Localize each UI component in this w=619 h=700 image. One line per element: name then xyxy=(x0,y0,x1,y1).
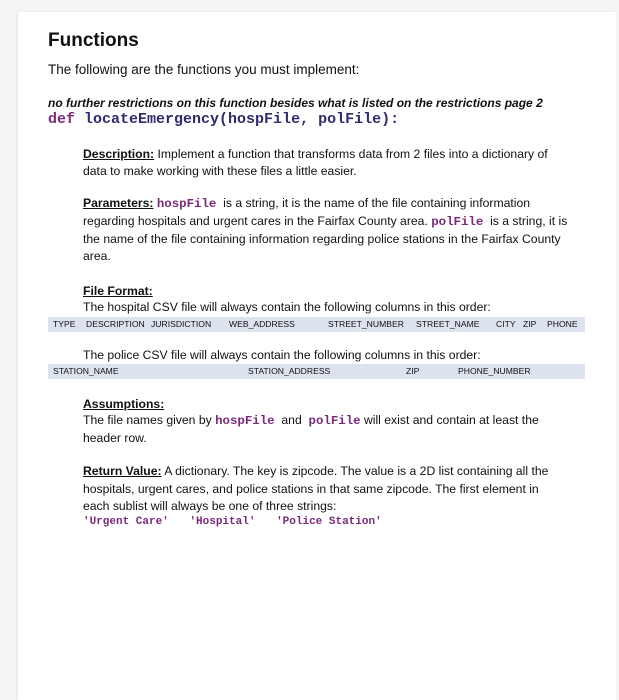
def-keyword: def xyxy=(48,111,76,128)
hospital-column: STREET_NUMBER xyxy=(328,319,404,329)
hospfile-param: hospFile xyxy=(156,197,217,211)
assumptions-and: and xyxy=(281,413,302,427)
parameters-label: Parameters: xyxy=(83,196,154,210)
parameters-line-2 xyxy=(83,214,567,229)
string-police-station: 'Police Station' xyxy=(276,516,382,528)
hospital-column: WEB_ADDRESS xyxy=(229,319,295,329)
function-signature xyxy=(48,111,399,128)
parameters-line-4: area. xyxy=(83,249,111,263)
assumptions-label: Assumptions: xyxy=(83,397,165,411)
hospital-column: TYPE xyxy=(53,319,76,329)
parameters-line-3: the name of the file containing information regarding police stations in the Fairfax County xyxy=(83,232,561,246)
police-column: ZIP xyxy=(406,366,420,376)
return-line-2: hospitals, urgent cares, and police stations in that same zipcode. The first element in xyxy=(83,482,539,496)
parameters-text: regarding hospitals and urgent cares in the Fairfax County area. xyxy=(83,214,428,228)
hospital-column: DESCRIPTION xyxy=(86,319,145,329)
polfile-desc: is a string, it is xyxy=(490,214,568,228)
hospfile-ref: hospFile xyxy=(215,414,275,428)
hospital-column: STREET_NAME xyxy=(416,319,480,329)
police-column: STATION_NAME xyxy=(53,366,119,376)
assumptions-line-2: header row. xyxy=(83,431,147,445)
parameters-line-1 xyxy=(83,196,530,211)
description-label: Description: xyxy=(83,147,155,161)
hospital-column: ZIP xyxy=(523,319,537,329)
return-strings xyxy=(83,516,396,528)
description-text: Implement a function that transforms data from 2 files into a dictionary of xyxy=(157,147,548,161)
intro-text: The following are the functions you must implement: xyxy=(48,62,360,77)
assumptions-line-1 xyxy=(83,413,539,428)
assumptions-text: The file names given by xyxy=(83,413,212,427)
assumptions-text-2: will exist and contain at least the xyxy=(363,413,539,427)
restriction-note: no further restrictions on this function besides what is listed on the restrictions page 2 xyxy=(48,96,543,110)
police-column: STATION_ADDRESS xyxy=(248,366,331,376)
hospital-columns-text: The hospital CSV file will always contain the following columns in this order: xyxy=(83,300,491,314)
return-line-3: each sublist will always be one of three strings: xyxy=(83,499,337,513)
police-column: PHONE_NUMBER xyxy=(458,366,531,376)
hospfile-desc: is a string, it is the name of the file containing information xyxy=(223,196,531,210)
file-format-label: File Format: xyxy=(83,284,153,298)
description-line-1 xyxy=(83,147,548,161)
police-columns-bar xyxy=(48,364,585,379)
return-text: A dictionary. The key is zipcode. The value is a 2D list containing all the xyxy=(164,464,549,478)
description-line-2: data to make working with these files a little easier. xyxy=(83,164,357,178)
polfile-param: polFile xyxy=(431,215,484,229)
hospital-column: JURISDICTION xyxy=(151,319,212,329)
hospital-columns-bar xyxy=(48,317,585,332)
hospital-column: PHONE xyxy=(547,319,578,329)
return-line-1 xyxy=(83,464,548,478)
return-value-label: Return Value: xyxy=(83,464,162,478)
polfile-ref: polFile xyxy=(308,414,361,428)
string-urgent-care: 'Urgent Care' xyxy=(83,516,169,528)
hospital-column: CITY xyxy=(496,319,516,329)
function-name: locateEmergency(hospFile, polFile): xyxy=(84,111,400,128)
page-title: Functions xyxy=(48,30,139,51)
string-hospital: 'Hospital' xyxy=(189,516,256,528)
police-columns-text: The police CSV file will always contain the following columns in this order: xyxy=(83,348,481,362)
